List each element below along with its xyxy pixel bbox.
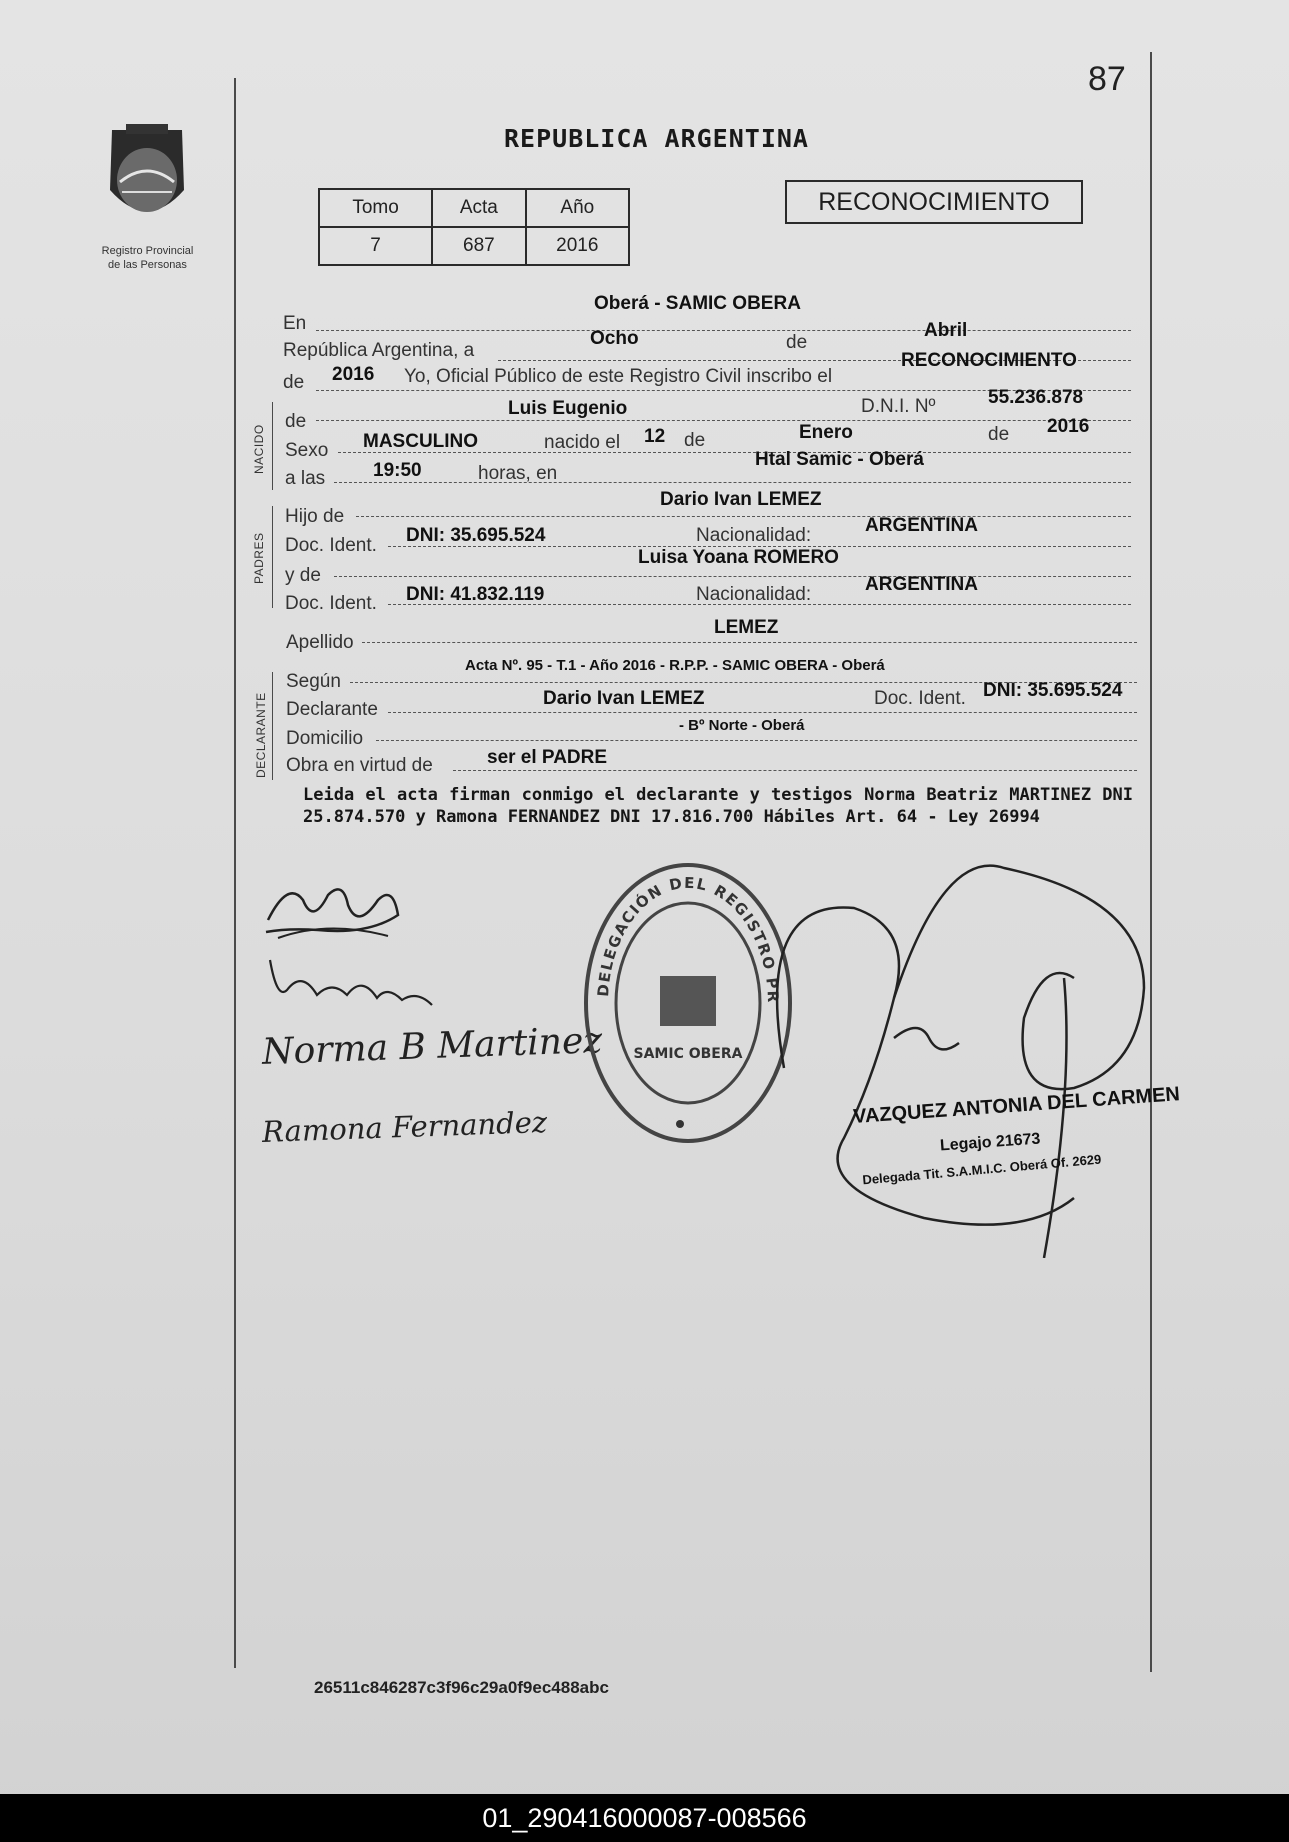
value-dia-nac: 12: [644, 426, 666, 447]
country-title: REPUBLICA ARGENTINA: [504, 124, 809, 153]
page-number: 87: [1088, 60, 1126, 98]
value-mes-nac: Enero: [799, 422, 853, 443]
label-nacido-el: nacido el: [544, 432, 621, 453]
stamp-ring-text: DELEGACIÓN DEL REGISTRO PR: [594, 873, 783, 1005]
label-republica: República Argentina, a: [283, 340, 475, 361]
value-sexo: MASCULINO: [363, 431, 479, 452]
label-en: En: [283, 313, 307, 334]
label-de-anio: de: [283, 372, 305, 393]
witness-signature-fernandez: Ramona Fernandez: [261, 1105, 548, 1149]
value-tipo: RECONOCIMIENTO: [901, 350, 1077, 371]
act-type-box: RECONOCIMIENTO: [785, 180, 1083, 224]
label-a-las: a las: [285, 468, 326, 489]
logo-caption-line1: Registro Provincial: [101, 245, 194, 257]
label-doc-padre: Doc. Ident.: [285, 535, 377, 556]
label-nac-padre: Nacionalidad:: [696, 525, 812, 546]
section-bar-declarante: [272, 672, 273, 780]
value-madre: Luisa Yoana ROMERO: [638, 547, 839, 568]
rule-hora: [334, 482, 1131, 483]
label-obra-virtud: Obra en virtud de: [286, 755, 433, 776]
value-domicilio: - Bº Norte - Oberá: [679, 717, 805, 734]
label-de-nombre: de: [285, 411, 307, 432]
witness-signature-martinez: Norma B Martinez: [261, 1020, 603, 1073]
label-apellido: Apellido: [286, 632, 354, 653]
value-segun: Acta Nº. 95 - T.1 - Año 2016 - R.P.P. - SAMIC OBERA - Oberá: [465, 657, 885, 674]
label-de-mes: de: [786, 332, 808, 353]
label-de-mes-nac: de: [684, 430, 706, 451]
section-bar-padres: [272, 506, 273, 608]
value-madre-nac: ARGENTINA: [865, 574, 978, 595]
label-declarante: Declarante: [286, 699, 378, 720]
logo-caption: [70, 244, 225, 272]
section-bar-nacido: [272, 402, 273, 490]
table-header-anio: Año: [526, 189, 629, 227]
value-dia-texto: Ocho: [590, 328, 639, 349]
rule-padre: [356, 516, 1131, 517]
value-hora: 19:50: [373, 460, 422, 481]
value-anio: 2016: [332, 364, 375, 385]
label-domicilio: Domicilio: [286, 728, 364, 749]
value-padre-nac: ARGENTINA: [865, 515, 978, 536]
value-madre-doc: DNI: 41.832.119: [406, 584, 545, 605]
second-signature: [262, 950, 442, 1025]
rule-en: [316, 330, 1131, 331]
official-position: Delegada Tit. S.A.M.I.C. Oberá Of. 2629: [861, 1151, 1102, 1188]
logo-caption-line2: de las Personas: [108, 259, 187, 271]
table-value-acta: 687: [432, 227, 525, 265]
value-mes: Abril: [924, 320, 968, 341]
section-label-nacido: NACIDO: [252, 424, 266, 474]
official-legajo: Legajo 21673: [939, 1130, 1041, 1155]
value-apellido: LEMEZ: [714, 617, 779, 638]
value-lugar-nac: Htal Samic - Oberá: [755, 449, 924, 470]
document-hash: 26511c846287c3f96c29a0f9ec488abc: [314, 1678, 609, 1697]
rule-virtud: [453, 770, 1137, 771]
section-label-padres: PADRES: [252, 532, 266, 584]
table-value-anio: 2016: [526, 227, 629, 265]
value-dni: 55.236.878: [988, 387, 1084, 408]
section-label-declarante: DECLARANTE: [254, 692, 268, 778]
value-nombre: Luis Eugenio: [508, 398, 628, 419]
rule-madre: [334, 576, 1131, 577]
table-header-acta: Acta: [432, 189, 525, 227]
value-declarante: Dario Ivan LEMEZ: [543, 688, 705, 709]
label-sexo: Sexo: [285, 440, 329, 461]
value-lugar: Oberá - SAMIC OBERA: [594, 293, 801, 314]
label-y-de: y de: [285, 565, 321, 586]
closing-text: Leida el acta firman conmigo el declarante y testigos Norma Beatriz MARTINEZ DNI 25.874.570 y Ramona FERNANDEZ DNI 17.816.700 Hábiles Art. 64 - Ley 26994: [303, 785, 1133, 827]
official-name: VAZQUEZ ANTONIA DEL CARMEN: [852, 1083, 1181, 1129]
value-padre-doc: DNI: 35.695.524: [406, 525, 546, 546]
rule-apellido: [362, 642, 1137, 643]
left-margin-line: [234, 78, 236, 1668]
value-padre: Dario Ivan LEMEZ: [660, 489, 822, 510]
value-anio-nac: 2016: [1047, 416, 1090, 437]
label-nac-madre: Nacionalidad:: [696, 584, 812, 605]
label-de-anio-nac: de: [988, 424, 1010, 445]
label-horas-en: horas, en: [478, 463, 558, 484]
official-signature: [744, 838, 1164, 1263]
table-header-tomo: Tomo: [319, 189, 432, 227]
label-doc-declarante: Doc. Ident.: [874, 688, 966, 709]
rule-declarante: [388, 712, 1137, 713]
label-segun: Según: [286, 671, 341, 692]
stamp-center-text: SAMIC OBERA: [633, 1046, 743, 1062]
value-virtud: ser el PADRE: [487, 747, 608, 768]
label-dni: D.N.I. Nº: [861, 396, 936, 417]
coat-of-arms-logo: [92, 120, 202, 245]
rule-nombre: [316, 420, 1131, 421]
value-declarante-doc: DNI: 35.695.524: [983, 680, 1123, 701]
declarante-signature: [258, 870, 408, 955]
rule-domicilio: [376, 740, 1137, 741]
label-doc-madre: Doc. Ident.: [285, 593, 377, 614]
act-number-table: [318, 188, 630, 266]
table-value-tomo: 7: [319, 227, 432, 265]
footer-file-id: 01_290416000087-008566: [0, 1794, 1289, 1842]
label-hijo-de: Hijo de: [285, 506, 345, 527]
label-yo-oficial: Yo, Oficial Público de este Registro Civil inscribo el: [404, 366, 833, 387]
